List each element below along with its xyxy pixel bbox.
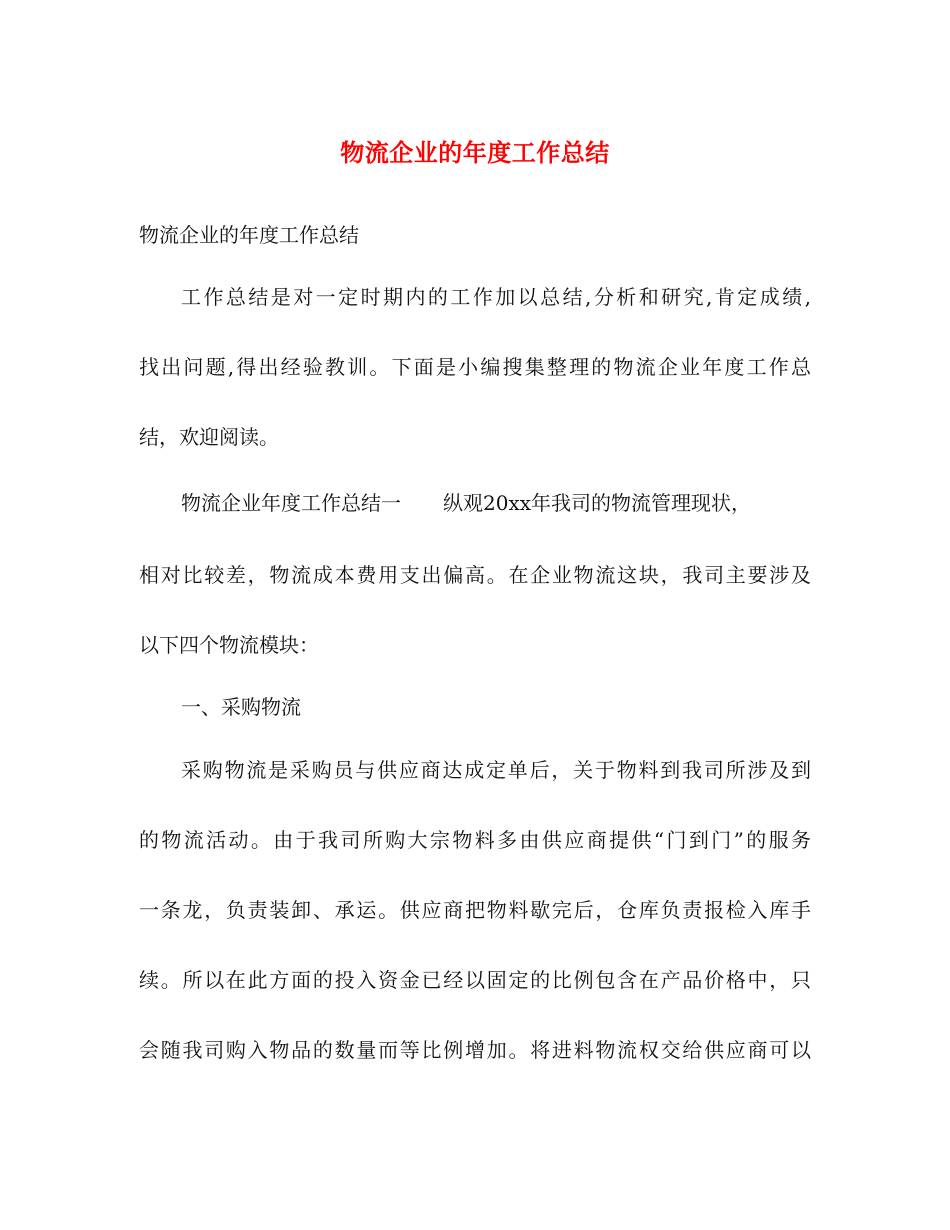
body-line: 工作总结是对一定时期内的工作加以总结,分析和研究,肯定成绩, [181,285,811,309]
body-line: 找出问题,得出经验教训。下面是小编搜集整理的物流企业年度工作总 [139,355,811,379]
body-line: 相对比较差，物流成本费用支出偏高。在企业物流这块，我司主要涉及 [139,563,811,587]
body-line: 一条龙，负责装卸、承运。供应商把物料歇完后，仓库负责报检入库手 [139,898,811,922]
body-line: 以下四个物流模块： [139,633,319,657]
body-line: 采购物流是采购员与供应商达成定单后，关于物料到我司所涉及到 [181,758,811,782]
body-line: 会随我司购入物品的数量而等比例增加。将进料物流权交给供应商可以 [139,1038,811,1062]
body-text: 纵观20xx年我司的物流管理现状， [443,491,752,515]
subsection-heading: 一、采购物流 [181,695,301,719]
body-line: 续。所以在此方面的投入资金已经以固定的比例包含在产品价格中，只 [139,968,811,992]
section-heading: 物流企业年度工作总结一 [181,491,401,515]
document-title: 物流企业的年度工作总结 [340,138,610,167]
body-line: 的物流活动。由于我司所购大宗物料多由供应商提供“门到门”的服务 [139,828,811,852]
body-line: 结，欢迎阅读。 [139,425,279,449]
section-heading-line [181,489,751,517]
subtitle-line: 物流企业的年度工作总结 [139,223,359,247]
